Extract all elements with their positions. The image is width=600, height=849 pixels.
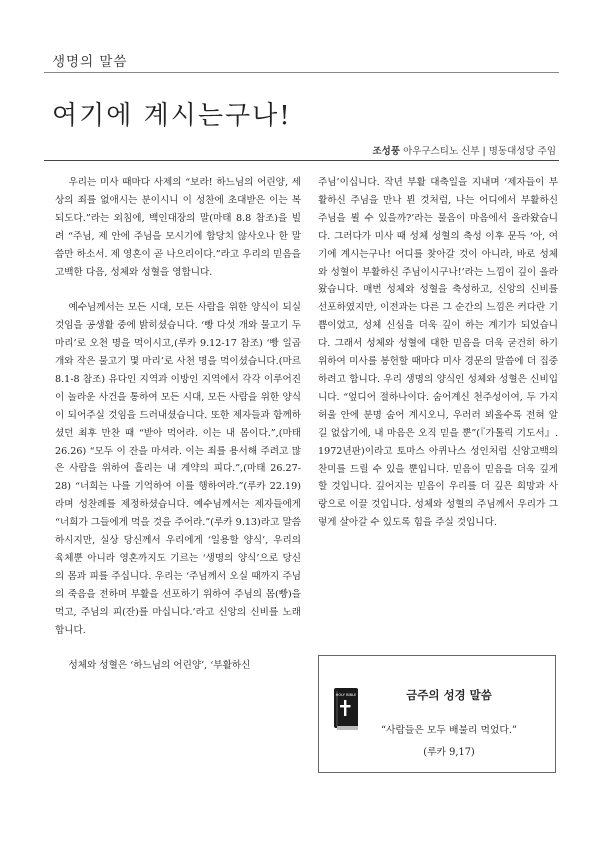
bible-cover-label: HOLY BIBLE [335, 693, 357, 697]
paragraph: 예수님께서는 모든 시대, 모든 사람을 위한 양식이 되실 것임을 공생활 중에 밝히셨습니다. ‘빵 다섯 개와 물고기 두 마리’로 오천 명을 먹이시고,(루카 9.12-17 참조) ‘빵 일곱 개와 작은 물고기 몇 마리’로 사천 명을 먹이셨습니다.(마르 8.1-8 참조) 유다인 지역과 이방인 지역에서 각각 이루어진 이 놀라운 사건을 통하여 모든 시대, 모든 사람을 위한 양식이 되어주실 것임을 드러내셨습니다. 또한 제자들과 함께하셨던 최후 만찬 때 “받아 먹어라. 이는 내 몸이다.”,(마태 26.26) “모두 이 잔을 마셔라. 이는 죄를 용서해 주려고 많은 사람을 위하여 흘리는 내 계약의 피다.”,(마태 26.27-28) “너희는 나를 기억하여 이를 행하여라.”(루카 22.19)라며 성찬례를 제정하셨습니다. 예수님께서는 제자들에게 “너희가 그들에게 먹을 것을 주어라.”(루카 9.13)라고 말씀하시지만, 실상 당신께서 우리에게 ‘일용할 양식’, 우리의 육체뿐 아니라 영혼까지도 기르는 ‘생명의 양식’으로 당신의 몸과 피를 주십니다. 우리는 ‘주님께서 오실 때까지 주님의 죽음을 전하며 부활을 선포하기 위하여 주님의 몸(빵)을 먹고, 주님의 피(잔)를 마십니다.’라고 신앙의 신비를 노래합니다. [55, 302, 301, 636]
header-divider [44, 72, 559, 73]
paragraph: 주님’이십니다. 작년 부활 대축일을 지내며 ‘제자들이 부활하신 주님을 만나 뵌 것처럼, 나는 어디에서 부활하신 주님을 뵐 수 있을까?’라는 물음이 마음에서 올라왔습니다. 그러다가 미사 때 성체 성혈의 축성 이후 문득 ‘아, 여기에 계시는구나! 어디를 찾아갈 것이 아니라, 바로 성체와 성혈이 부활하신 주님이시구나!’라는 느낌이 깊이 올라왔습니다. 매번 성체와 성혈을 축성하고, 신앙의 신비를 선포하였지만, 이전과는 다른 그 순간의 느낌은 커다란 기쁨이었고, 성체 신심을 더욱 깊이 하는 계기가 되었습니다. 그래서 성체와 성혈에 대한 믿음을 더욱 굳건히 하기 위하여 미사를 봉헌할 때마다 미사 경문의 말씀에 더 집중하려고 합니다. 우리 생명의 양식인 성체와 성혈은 신비입니다. “엎디어 절하나이다. 숨어계신 천주성이여, 두 가지 허울 안에 분명 숨어 계시오니, 우러러 뵈올수록 전혀 알 길 없삽기에, 내 마음은 오직 믿을 뿐”(『가톨릭 기도서』. 1972년판)이라고 토마스 아퀴나스 성인처럼 신앙고백의 찬미를 드릴 수 있을 뿐입니다. 믿음이 믿음을 더욱 깊게 할 것입니다. 깊어지는 믿음이 우리를 더 깊은 희망과 사랑으로 이끌 것입니다. 성체와 성혈의 주님께서 우리가 그렇게 살아갈 수 있도록 힘을 주실 것입니다. [318, 177, 558, 529]
section-title: 생명의 말씀 [52, 54, 128, 70]
page-title: 여기에 계시는구나! [52, 101, 292, 131]
verse-reference: (루카 9,17) [423, 747, 475, 758]
paragraph: 우리는 미사 때마다 사제의 “보라! 하느님의 어린양, 세상의 죄를 없애시는 분이시니 이 성찬에 초대받은 이는 복되도다.”라는 외침에, 백인대장의 말(마태 8.8 참조)을 빌려 “주님, 제 안에 주님을 모시기에 합당치 않사오나 한 말씀만 하소서. 제 영혼이 곧 나으리이다.”라고 우리의 믿음을 고백한 다음, 성체와 성혈을 영합니다. [55, 177, 301, 278]
paragraph: 성체와 성혈은 ‘하느님의 어린양’, ‘부활하신 [68, 660, 251, 672]
weekly-verse-box [318, 655, 556, 773]
byline-divider [44, 160, 559, 161]
left-column [55, 174, 301, 693]
verse-text: “사람들은 모두 배불리 먹었다.” [380, 725, 518, 736]
byline [373, 143, 557, 157]
author-title: 아우구스티노 신부 | 명동대성당 주임 [403, 146, 556, 157]
author-name: 조성풍 [372, 146, 401, 157]
right-column [318, 174, 558, 550]
verse-title: 금주의 성경 말씀 [406, 688, 492, 702]
